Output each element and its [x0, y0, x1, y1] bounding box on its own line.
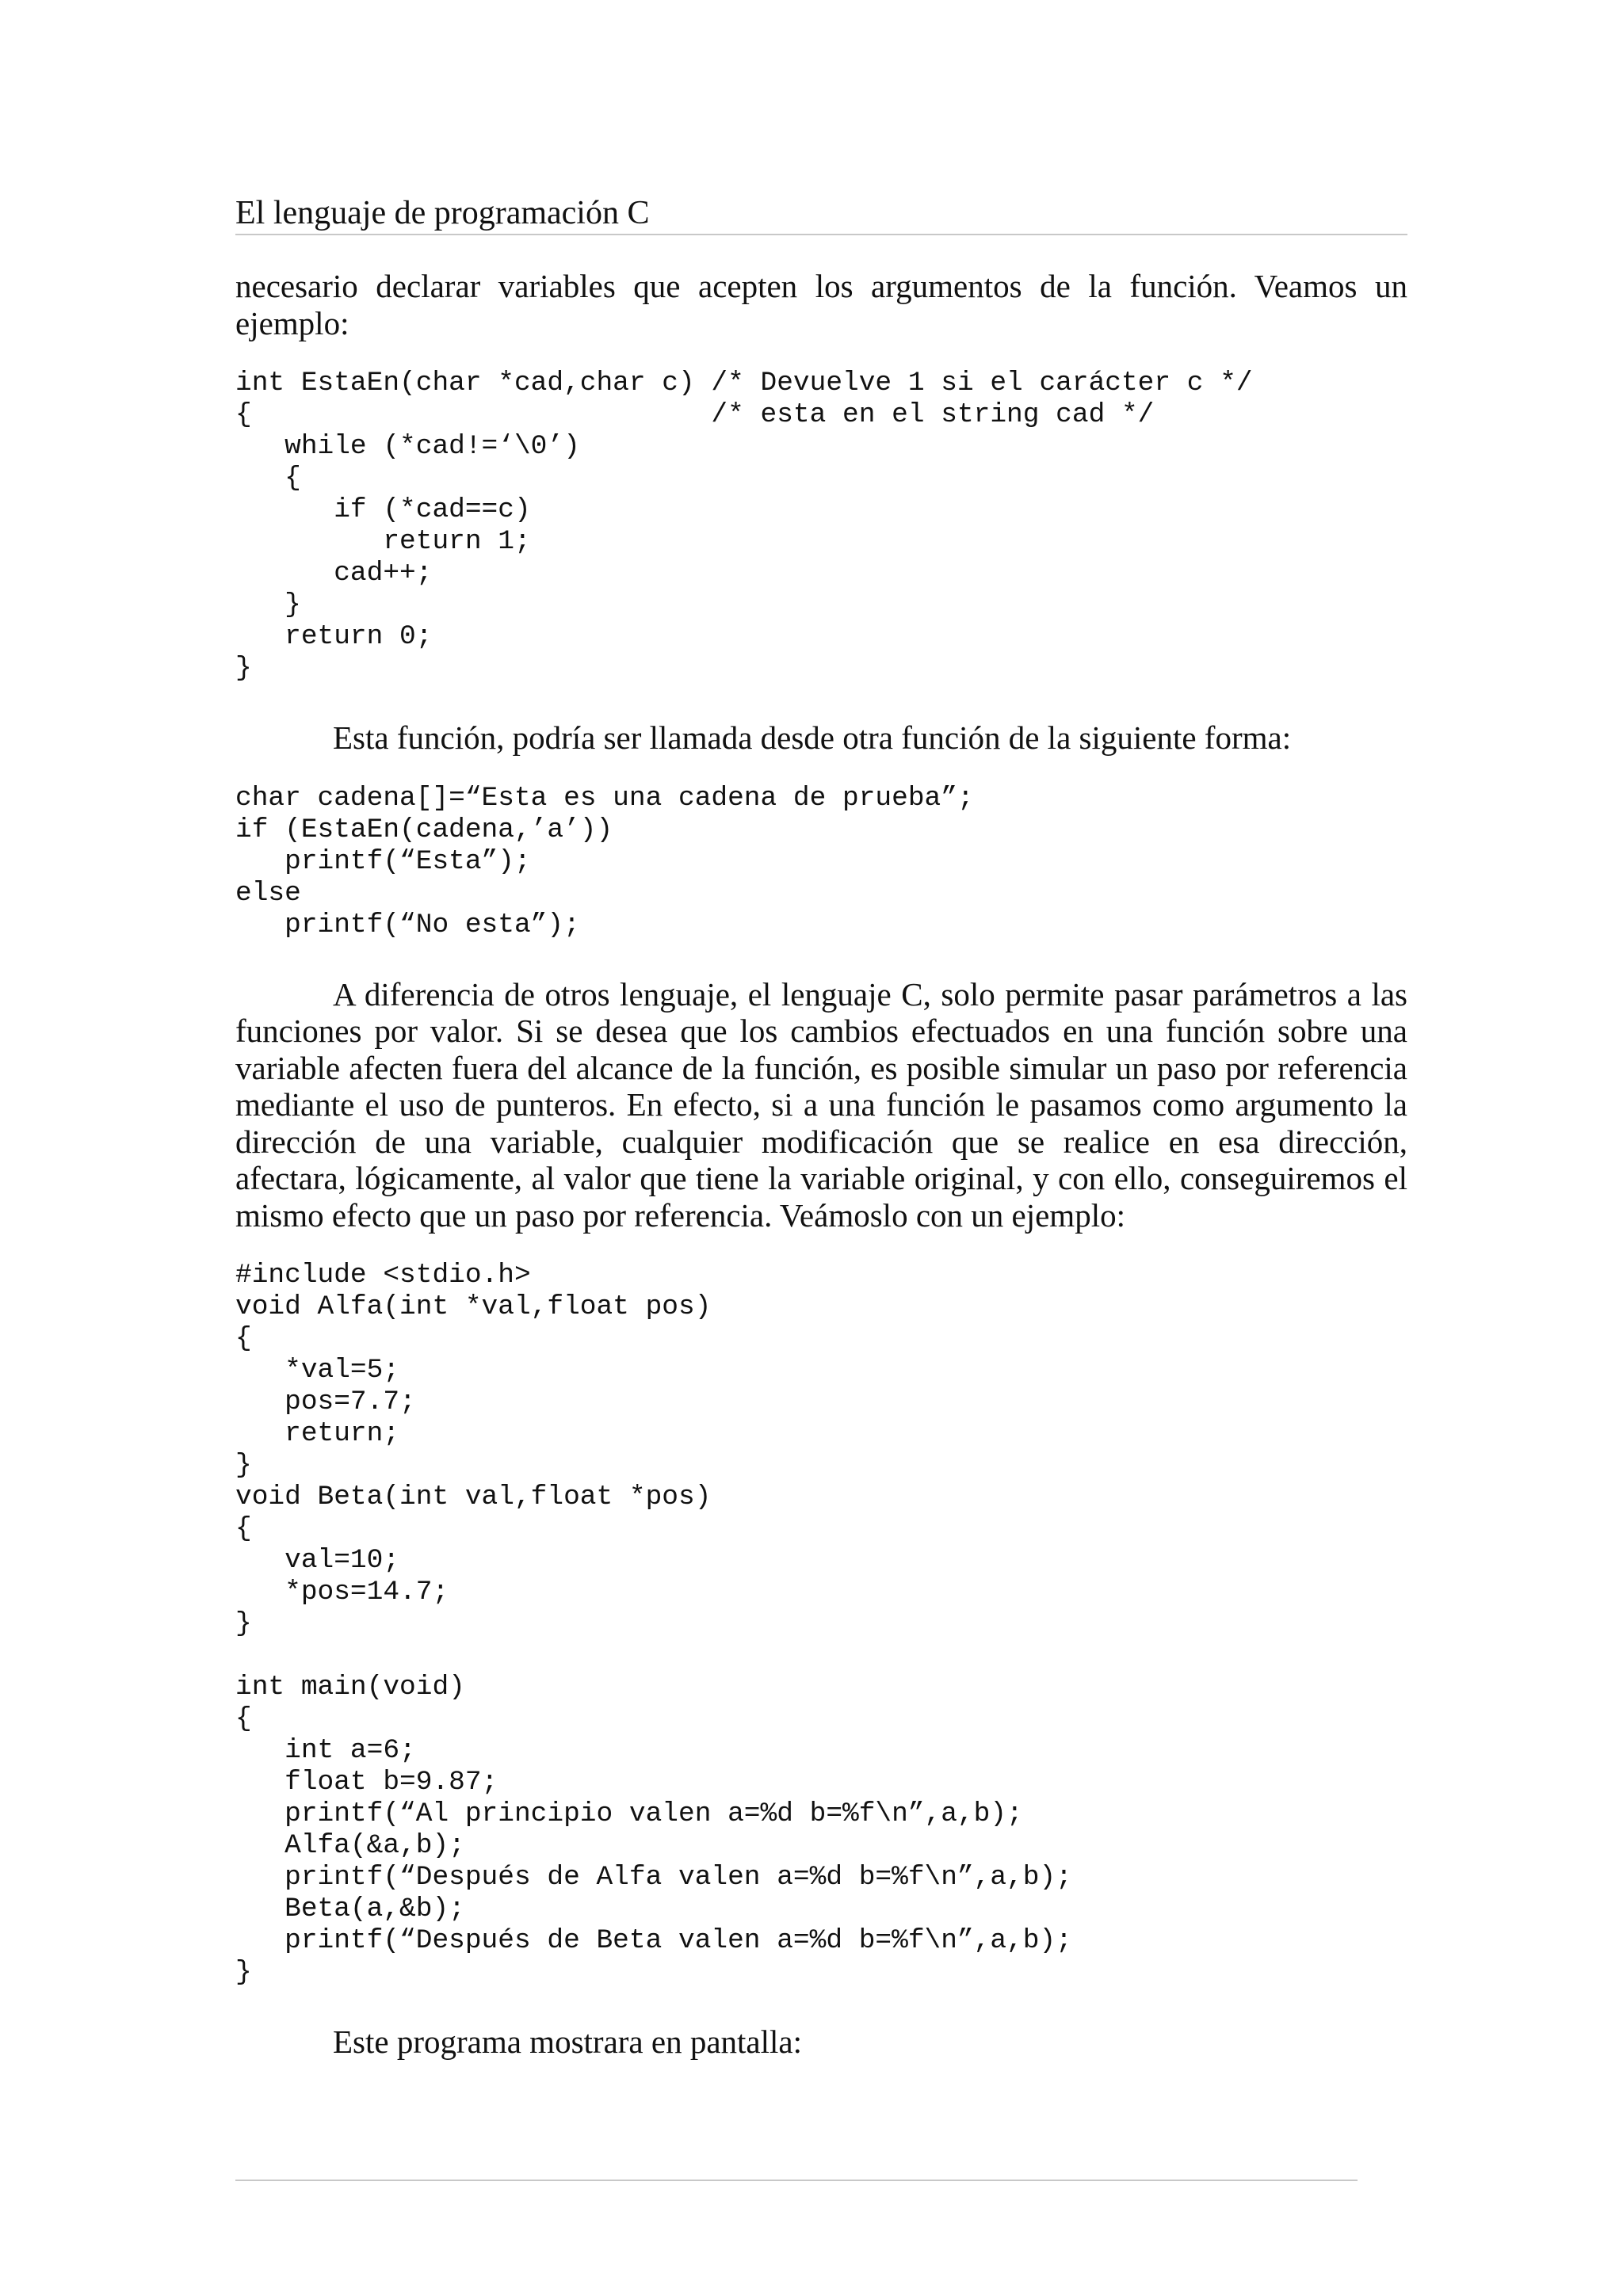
call-intro-paragraph: Esta función, podría ser llamada desde otra función de la siguiente forma: [333, 719, 1292, 756]
example-code-block: #include <stdio.h> void Alfa(int *val,float pos) { *val=5; pos=7.7; return; } void Beta(int val,float *pos) { val=10; *pos=14.7; } int main(void) { int a=6; float b=9.87; printf(“Al principio valen a=%d b=%f\n”,a,b); Alfa(&a,b); printf(“Después de Alfa valen a=%d b=%f\n”,a,b); Beta(a,&b); printf(“Después de Beta valen a=%d b=%f\n”,a,b); } [235, 1260, 1072, 1988]
running-header: El lenguaje de programación C [235, 193, 1407, 235]
output-intro-paragraph: Este programa mostrara en pantalla: [333, 2023, 802, 2060]
estaen-code-block: int EstaEn(char *cad,char c) /* Devuelve 1 si el carácter c */ { /* esta en el string cad */ while (*cad!=‘\0’) { if (*cad==c) return 1; cad++; } return 0; } [235, 368, 1253, 684]
page-body [235, 268, 1407, 2061]
by-value-paragraph: A diferencia de otros lenguaje, el lenguaje C, solo permite pasar parámetros a las funciones por valor. Si se desea que los cambios efectuados en una función sobre una variable afecten fuera del alcance de la función, es posible simular un paso por referencia mediante el uso de punteros. En efecto, si a una función le pasamos como argumento la dirección de una variable, cualquier modificación que se realice en esa dirección, afectara, lógicamente, al valor que tiene la variable original, y con ello, conseguiremos el mismo efecto que un paso por referencia. Veámoslo con un ejemplo: [235, 975, 1407, 1234]
call-code-block: char cadena[]=“Esta es una cadena de prueba”; if (EstaEn(cadena,’a’)) printf(“Esta”); else printf(“No esta”); [235, 782, 974, 940]
footer-divider [235, 2180, 1358, 2181]
intro-paragraph: necesario declarar variables que acepten los argumentos de la función. Veamos un ejemplo: [235, 268, 1407, 341]
